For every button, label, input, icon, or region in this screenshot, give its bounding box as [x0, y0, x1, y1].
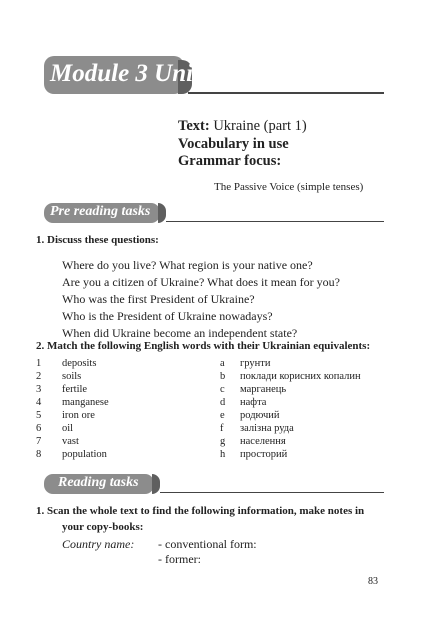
country-name-label: Country name:	[62, 537, 135, 551]
english-list	[36, 357, 109, 461]
reading-title: Reading tasks	[58, 475, 139, 490]
former-item: - former:	[158, 552, 201, 566]
ukrainian-item: c марганець	[220, 384, 287, 395]
english-item: 8 population	[36, 449, 107, 460]
ukrainian-item: e родючий	[220, 410, 280, 421]
discussion-question: Who is the President of Ukraine nowadays?	[62, 309, 273, 323]
page-number: 83	[368, 576, 378, 587]
english-item: 5 iron ore	[36, 410, 95, 421]
discussion-questions	[62, 257, 340, 342]
grammar-heading: Grammar focus:	[178, 153, 282, 169]
text-value: Ukraine (part 1)	[213, 118, 307, 134]
vocab-heading: Vocabulary in use	[178, 136, 289, 152]
pre-reading-tab-edge	[158, 203, 166, 223]
pre-reading-rule	[166, 221, 384, 222]
reading-question-1: 1. Scan the whole text to find the following information, make notes in	[36, 505, 365, 517]
ukrainian-item: b поклади корисних копалин	[220, 371, 361, 382]
reading-tab-edge	[152, 474, 160, 494]
question-2: 2. Match the following English words with their Ukrainian equivalents:	[36, 340, 371, 352]
question-1: 1. Discuss these questions:	[36, 234, 159, 246]
ukrainian-item: a грунти	[220, 358, 271, 369]
conventional-form-item: - conventional form:	[158, 537, 257, 551]
ukrainian-item: d нафта	[220, 397, 267, 408]
discussion-question: Who was the first President of Ukraine?	[62, 292, 255, 306]
reading-question-1-cont: your copy-books:	[62, 521, 144, 533]
pre-reading-title: Pre reading tasks	[50, 204, 151, 219]
discussion-question: Are you a citizen of Ukraine? What does it mean for you?	[62, 275, 341, 289]
english-item: 7 vast	[36, 436, 79, 447]
reading-rule	[160, 492, 384, 493]
ukrainian-item: f залізна руда	[220, 423, 294, 434]
discussion-question: When did Ukraine become an independent state?	[62, 326, 298, 340]
module-title: Module 3 Unit 1	[50, 60, 219, 87]
discussion-question: Where do you live? What region is your native one?	[62, 258, 313, 272]
english-item: 3 fertile	[36, 384, 88, 395]
module-rule	[188, 92, 384, 94]
ukrainian-item: g населення	[220, 436, 286, 447]
english-item: 2 soils	[36, 371, 82, 382]
english-item: 6 oil	[36, 423, 74, 434]
ukrainian-list	[220, 357, 361, 461]
text-label: Text:	[178, 118, 210, 134]
english-item: 4 manganese	[36, 397, 109, 408]
grammar-topic: The Passive Voice (simple tenses)	[214, 181, 364, 193]
text-heading	[178, 118, 307, 135]
english-item: 1 deposits	[36, 358, 97, 369]
ukrainian-item: h просторий	[220, 449, 288, 460]
